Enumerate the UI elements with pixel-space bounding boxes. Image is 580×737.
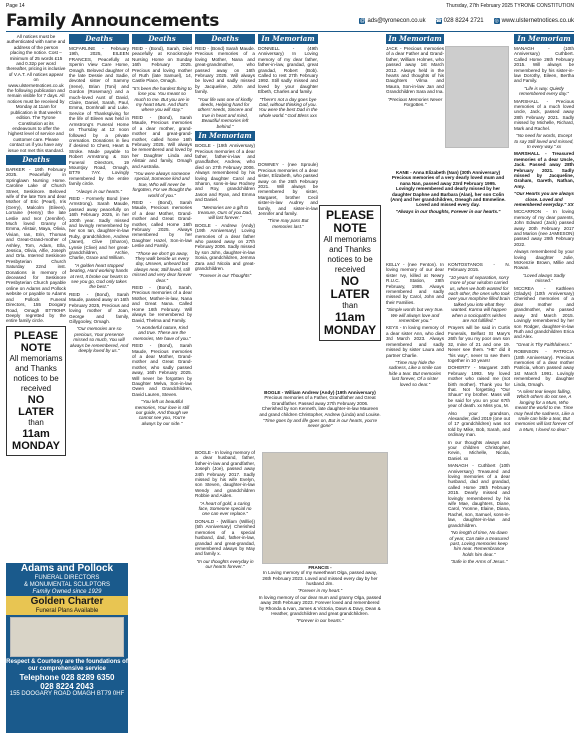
ad-line3: Family Owned since 1929 <box>32 589 102 595</box>
francis-photo <box>262 452 388 564</box>
notice-kane <box>386 170 510 260</box>
column-7 <box>448 262 510 732</box>
notice-jack <box>386 46 444 95</box>
notice-text: BARKER - 19th February 2025. Peacefully in Springlawn Nursing Home. Caroline Lake of Church Street, Seskinore. Beloved wife of the late Tom and dear Mother of Eric (Pearl), Iris (Gerry), Malcolm (Eileen), Lorraine (Henry) the late Leslie and Ivor (Jennifer). Much loved Granny of Emma, Alistair, Maya, Olivia, Vivian, Ian, Erin, Thomas and Great-Grand-mother of Ashley, Tom, Adam, Ella, Jessica, Olivia, Alfie, Joseph and Orla. Interred Seskinore Presbyterian Church Saturday 22nd inst. Donations in memory of deceased for Seskinore Presbyterian Church payable online on Adams and Pollock website or payable to Adams and Pollock Funeral Directors, 155 Doogary Road, Omagh BT790HP. Deeply regretted by the entire family circle. <box>6 166 66 324</box>
phone-icon: ☎ <box>435 18 442 24</box>
verse: "Time goes by and life goes on, But in our hearts, you're never gone" <box>262 418 378 429</box>
notice-text: Loved and missed every day. <box>416 202 480 208</box>
section-header <box>6 11 574 32</box>
rule-text: All memoriams and Thanks notices to be received <box>323 235 377 274</box>
notice-text: REID - (Bond), Sarah Maude, Precious memories of a dear mother, grand-mother and great-grand-mother, called home 16th February 2025. Will always be remembered and loved by her Daughter Linda and Alistair and family, Omagh and Australia. <box>132 114 192 169</box>
notice-text: REID - (Bond), Sarah Maude, Precious memories of a dear Mother, Grand-mother and Great Grand-mother, who sadly passed away, 16th February 2025. Will never be forgotten by Daughter Melva, Son-in-law Owen and Grandchildren, David Lauren, Steven. <box>132 343 192 397</box>
deaths-band: Deaths <box>69 34 129 44</box>
ad-line1: FUNERAL DIRECTORS <box>34 575 100 581</box>
verse: "Forever in our Thoughts" <box>198 273 252 279</box>
notice-barker <box>6 167 66 324</box>
notice-text: In Loving memory of my sweetheart Olga, passed away, 26th February 2023. Loved and missed every day by her husband Jim. <box>262 570 378 587</box>
verse: "A wonderful nature, Kind and true. These are the memories, We have of you." <box>133 324 191 341</box>
notice-reid <box>132 115 192 169</box>
mail-icon: @ <box>359 18 365 24</box>
notice-bogle-wide <box>258 390 382 450</box>
notice-text: MCFARLINE - February 19th, 2025, EILEEN FRANCES, Peacefully at Sperrin View Care Home, Omagh. Beloved daughter of the late Dessie and Sadie, devoted sister of Sammy (Irene), Brian (Toni) and Gordon (Rosemary) and a much-loved Aunt of David, Claire, Daniel, Sarah, Paul, Emma, Domhnall and Luke. Service of Thanksgiving for the life of Eileen was held in Armstrong's Funeral Home on Thursday at 12 noon followed by a private cremation. Donations in lieu if desired to Chest, Heart & Stroke. Made payable to Robert Armstrong & Son Funeral Directors, 19 Mountjoy Road, Omagh, BT79 7AY. Lovingly remembered by the entire family circle. <box>69 46 129 187</box>
column-5 <box>258 34 318 384</box>
ad-line2: & MONUMENTAL SCULPTORS <box>24 582 110 588</box>
notice-text: Precious memories of a Father, Grandfather and Great Grandfather. Passed away 27th February 2006. <box>264 395 376 406</box>
verse: "Always in our thoughts, Forever in our hearts." <box>395 208 501 214</box>
notice-text: In loving memory of our dear mum and granny Olga, passed away 26th February 2023. Forever loved and remembered by Rhonda & Ivan, James & Victoria, Dawn & Davy, Dean & Heather, grandchildren and great grandchildren. <box>258 595 382 617</box>
notice-text: Always remembered by your loving daughter Julie, McKenzie Brown, Millie and Rowan. <box>514 249 574 271</box>
terms-notice <box>6 34 66 153</box>
please-text: PLEASE <box>13 329 58 342</box>
verse: "A heart of gold, a caring face, Someone special no one can ever replace." <box>198 500 252 517</box>
verse: "Simple words but very true. We will always love and remember you." <box>386 307 444 324</box>
ad-name: Adams and Pollock <box>20 563 114 574</box>
notice-text: REID - (Bond), Sarah, Precious memories of a dear Mother, Mother-in-law, Nana and Great Nana. Called Home 16th February. Will always be remembered by David, Thelma and Family. <box>132 285 192 323</box>
verse: "In our thoughts everyday in our hearts forever." <box>196 558 254 570</box>
adams-pollock-ad[interactable] <box>6 563 128 733</box>
terms-text: All notices must be authenticated with name and address of the person placing the notice. Cost – minimum of 25 words £15 and 0.32p per word thereafter, pricing is inclusive of V.A.T. All notices appear on www.ulsternetnotices.co.uk the following publication and remain visible for 7 days. All notices must be received by Monday at 11am for publication in that week's edition. The Tyrone Constitution at its endeavours to offer the highest level of service and customer care. Please contact us if you have any issue not met this standard. <box>6 34 66 153</box>
jack-photo <box>445 46 509 148</box>
notice-text: Prayers will be said in Curtis Funerals, Belfast St Mary's 26th for you my poor own son 32, mine of 21 and one 19. Never see them. "HE" did it "his way", never to see them together in 10 years! <box>448 325 510 363</box>
notice-text: KEYS - In loving memory of a dear sister Ann, who died 3rd March 2023. Always remembered and sadly missed by sister Laura and partner Charlie. <box>386 325 444 358</box>
notice-text-block <box>448 440 510 462</box>
top-bar <box>6 2 574 10</box>
in-memoriam-band: In Memoriam <box>195 131 255 141</box>
deaths-band: Deaths <box>6 155 66 165</box>
notice-marshall <box>514 99 574 131</box>
notice-mccarron <box>514 209 574 247</box>
notice-text: MCCREA - Kathleen (Gladys) (10th Anniversary) Cherished memories of a dear mother and grandmother, who passed away 3rd March 2015. Lovingly remembered by her son Rodger, daughter-in-law Ruth and grandchildren Erica and Alex. <box>514 285 574 340</box>
verse: "Safe in the Arms of Jesus." <box>450 559 508 565</box>
deadline-text: 11am MONDAY <box>323 310 377 337</box>
notice-bogle <box>195 223 255 272</box>
verse: "Your life was one of kindly deeds, Helping hand for others' needs, Sincere and true in heart and mind, Beautiful memories left behind." <box>197 96 253 129</box>
notice-text: JACK - Precious memories of a dear Father and Grand-father, William Holmes, who passed away 1st March 2012. Always held in the hearts and thoughts of his Daughters Vilma and Maura, Son-in-law Jan and Grandchildren Sara and Ina. <box>386 46 444 95</box>
notice-text: MANAGH - (10th Anniversary) Cuthbert. Called Home 26th February 2015. Will always be remembered by his sister-in-law Dorothy, Eileen, Bertha and Family. <box>514 46 574 84</box>
column-6-lower <box>386 262 444 462</box>
notice-text: Also your grandson, Alexander, died 2019 (one out of 17 grandchildren) was not told by Mike, Bob, Sarah, and ordinary man. <box>448 410 510 438</box>
please-note-box-centre <box>319 205 381 341</box>
notice-reid <box>69 292 129 324</box>
column-3 <box>132 34 192 734</box>
notice-text: MARSHALL - Precious memories of a much loved uncle, Jack, passed away 28th February 2021. Sadly missed by Michelle, Richard, Mark and Rachel. <box>514 98 574 131</box>
notice-text: MCCARRON - In loving memory of my dear parents, John Edward (Jack) passed away 20th February 2017 and Marion (nee JAMIESON) passed away 29th February 2022. <box>514 209 574 247</box>
column-6 <box>386 34 444 184</box>
verse: "A golden heart stopped beating, Hard working hands at rest, It broke our hearts to see you go, God only takes the best." <box>69 262 129 290</box>
ad-plans: Funeral Plans Available <box>6 608 128 615</box>
notice-text: REID - (Bond), Sarah, Died peacefully at Knockmoyle Nursing Home on Sunday 16th February 2025. Precious and loving mother of Ruth (late Samuel), 14, Castle Place, Omagh. <box>132 46 192 84</box>
page-title: Family Announcements <box>6 11 219 31</box>
notice-text-block <box>448 411 510 438</box>
notice-mcfarline <box>69 46 129 187</box>
no-later-text: NO LATER <box>330 274 370 301</box>
verse: "You were always someone special, Someone kind and true, Who will never be forgotten, For we thought the world of you." <box>132 170 192 198</box>
notice-heading: FRANCIS - <box>308 565 332 570</box>
notice-kontostanos <box>448 262 510 273</box>
notice-text-block <box>448 325 510 363</box>
in-memoriam-band: In Memoriam <box>514 34 574 44</box>
verse: "There's not a day goes bye Dad, without thinking of you. You were the best Dad in the whole world." God Bless xxx <box>258 96 318 118</box>
page-number: Page 14 <box>6 3 25 9</box>
verse: "Loved always Sadly missed." <box>522 272 566 284</box>
than-text: than <box>28 417 44 427</box>
deaths-band: Deaths <box>195 34 255 44</box>
notice-mccrea <box>514 286 574 340</box>
in-memoriam-band: In Memoriam <box>258 34 318 44</box>
column-4-lower <box>195 450 255 720</box>
column-2 <box>69 34 129 559</box>
notice-text: In our thoughts always and your children Christopher, Kevin, Michelle, Nicola, Daniel. xx <box>448 439 510 461</box>
notice-text: DOWNEY - (nee Sproule) Precious memories of a dear sister, Elizabeth, who passed away on the 26th February 2021. Will always be remembered by sister, Margaret, brother Cecil sister-in-law Audrey and family, and sister-in-law Jennifer and family. <box>258 162 318 216</box>
issue-line: Thursday, 27th February 2025 TYRONE CONSTITUTION <box>446 3 574 9</box>
notice-kelly <box>386 262 444 305</box>
notice-text: REID - (Bond), Sarah Maude, passed away on 16th February 2025, Precious and loving mother of Joan, George and family, Gillygooley, Omagh. <box>69 291 129 324</box>
notice-text: Lovingly remembered and dearly missed by her daughter Daphne and Barbara (Alan), her son Colin (Ann) and her grandchildren, Oneagh and Emmeline. <box>390 186 506 203</box>
notice-bogle <box>195 450 255 499</box>
verse: "Memories are a gift to treasure, Ours of you Dad, will last forever." <box>197 204 253 221</box>
notice-text: MARSHALL - Treasured memories of a dear Uncle, Jack. Passed away 28th February 2021. Sadly missed by Jacqueline, Graham, Gareth, Nathan, Amy. <box>514 151 574 189</box>
phone-contact[interactable] <box>436 18 484 24</box>
notice-text: KONTOSTANOS - N. February 2015. <box>448 262 510 273</box>
email-contact[interactable] <box>359 18 425 24</box>
no-later-text: NO LATER <box>18 393 54 418</box>
notice-reid <box>195 46 255 95</box>
deaths-band: Deaths <box>132 34 192 44</box>
in-memoriam-band: In Memoriam <box>386 34 444 44</box>
verse: "You left us beautiful memories, Your love is still our guide, And though we cannot see you, You're always by our side." <box>134 399 190 426</box>
notice-donald <box>195 519 255 557</box>
verse: "Our memories are so precious, Your presence missed so much, You will always be remembered, And deeply loved by us." <box>69 326 129 353</box>
column-4 <box>195 34 255 449</box>
notice-text: REID - (Bond) Sarah Maude. Precious memories of a loving Mother, Nana and great-grandmother, who passed away on 16th February 2025. Will always be loved and sadly missed by Jacqueline, John and family. <box>195 46 255 95</box>
notice-doherty <box>448 365 510 408</box>
notice-reid <box>69 196 129 261</box>
verse: "Time may pass But memories last." <box>267 218 309 229</box>
notice-robinson <box>514 349 574 387</box>
contact-strip <box>359 18 574 24</box>
notice-text-block <box>514 249 574 271</box>
please-note-box <box>6 326 66 456</box>
verse: "Forever in our hearts." <box>296 617 344 623</box>
notice-text: MANAGH - Cuthbert (10th Anniversary) Treasured and loving memories of a dear husband, dad and grandad, called Home 26th February 2015. Dearly missed and lovingly remembered by his wife Mae, daughters, Diane, Carol, Yvonne, Elaine, Diana, Rachel, son, Samuel, sons-in-law, daughter-in-law and grandchildren. <box>448 463 510 528</box>
ad-tel: Telephone 028 8289 6350 <box>19 673 115 682</box>
notice-text: REID - Formerly Bond (nee Armstrong). Sarah Maude, passed away peacefully on 16th February 2025, in her 100th year. Sadly missed and lovingly remembered by her son Ian, daughter-in-law Ruby, grandchildren, Andrew (Janet), Clive (Sharon), Lynsie (Clive) and her great-grandchildren, Archie, Charlie, Grace and William. <box>69 195 129 261</box>
notice-managh <box>514 46 574 84</box>
verse: "Time may hide the sadness, Like a smile can hide a tear. But memories last forever, Of a sister loved so dear." <box>388 359 442 387</box>
notice-reid <box>132 200 192 249</box>
notice-text: BOGLE - Andrew (Andy) (19th Anniversary) Loving memories of a dear father who passed away on 27th February 2006. Sadly missed by son John, daughter-in-law Sonia, grandchildren, Jemma Zara and Nicola and great-grandchildren. <box>195 222 255 272</box>
notice-text: KELLY - (nee Fenton). In loving memory of our dear sister Ivy, killed at Newry R.U.C. Station, 28th February, 1985. Always remembered and sadly missed by Carol, John and their Families. <box>386 262 444 305</box>
notice-reid <box>132 46 192 84</box>
notice-managh <box>448 463 510 528</box>
verse: "Our Hearts you are always close. Loved and remembered everyday." XX <box>514 191 574 207</box>
verse: "10 years of separation, sorry more of your wisdom carried us, when we both wanted for each other, the ones who took over your morphine filled brain talked you into what they wanted. Karma will happen when a sociopath's wishes are not fulfilled." <box>448 274 510 324</box>
email-text: ads@tyronecon.co.uk <box>367 18 426 24</box>
verse: "It's been the hardest thing to lose you. You meant so much to me. But you are in my heart Mum. And that's where you will stay." <box>132 85 192 113</box>
rule-text: All memoriams and Thanks notices to be received <box>9 353 63 393</box>
notice-text: DONALD - (William (Willie)) (5th Anniversary) Cherished memories of a special husband, dad, father-in-law, grandad and great-grandad, remembered always by May and family x. <box>195 518 255 557</box>
please-text: PLEASE <box>325 208 374 222</box>
notice-text: DONNELL - (49th Anniversary) In Loving memory of my dear father, father-in-law, grandad, great grandad, Robert (Bob). Called to rest 27th February 1992. Still sadly missed and loved by your daughter Elbeth, Charles and family. <box>258 46 318 95</box>
notice-text: BOGLE - In loving memory of a dear husband, father, father-in-law and grandfather, Joseph (Joe), passed away 24th February 2017. Sadly missed by his wife Evelyn, son Steven, daughter-in-law Wendy and grandchildren Robbie and Aiden. <box>195 450 255 499</box>
verse: "No length of time, No dawn of year, Can take a treasured past, Loving memories keep him near. Remembrance holds him dear." <box>449 530 509 557</box>
than-text: than <box>342 301 358 310</box>
notice-text: DOHERTY - Margaret 24th February 1993. My loved mother who raised me (not birth mother). Thank you for that. Not forgetting "Our Shaun" my brother. Mass will be said for you on your 67th year of death. xx Miss you, M. <box>448 365 510 409</box>
hearse-image <box>10 617 124 657</box>
verse: "Great is Thy Faithfulness." <box>516 341 572 347</box>
note-text: NOTE <box>20 341 52 354</box>
notice-text: Precious memories of a very dearly loved mum and nana Nan, passed away 23rd February 1995. <box>391 175 505 186</box>
globe-icon: ◎ <box>494 18 499 24</box>
ad-golden-charter: Golden Charter <box>6 596 128 608</box>
notice-donnell <box>258 46 318 95</box>
notice-text: ROBINSON - PATRICIA (18th Anniversary). Precious memories of a dear mother Patricia, whom passed away 1st March 1991. Lovingly remembered by daughter Linda, Omagh. <box>514 349 574 387</box>
note-text: NOTE <box>333 221 367 235</box>
notice-marshall <box>514 151 574 189</box>
phone-text: 028 8224 2721 <box>443 18 484 24</box>
notice-downey <box>258 162 318 216</box>
verse: "A silent tear keeps falling, Which others do not see, A longing for a Mum, Who meant the world to me. Time may heal the sadness, Like a smile can hide a tear, But memories will last forever Of a Mum, I loved so dear." <box>514 388 574 432</box>
notice-text: BOGLE - (19th Anniversary) Precious memories of a dear father, father-in-law and grandfather, Andrew, who died on 27th February 2006. Always remembered by his loving daughter Carol and Sharon, sons-in-law Rodney and Roy, grandchildren Jason and Ryan, and Emma and Daniel. <box>195 143 255 203</box>
notice-reid <box>132 343 192 397</box>
notice-text: Cherished by son Kenneth, late daughter-in-law Maureen and grand children Christopher, Andrew (Linda) and Louise. <box>259 406 381 417</box>
verse: "Forever in my heart." <box>297 587 343 593</box>
web-contact[interactable] <box>494 18 574 24</box>
notice-reid <box>132 285 192 323</box>
ad-tel2: 028 8224 2043 <box>40 682 94 691</box>
notice-heading: BOGLE - William Andrew (Andy) (19th Anniversary) <box>264 390 376 395</box>
verse: "Always in our hearts." <box>76 188 122 194</box>
web-text: www.ulsternetnotices.co.uk <box>501 18 574 24</box>
ad-address: 155 DOOGARY ROAD OMAGH BT79 0HF <box>9 691 125 697</box>
notice-francis <box>258 565 382 725</box>
notice-text: REID - (Bond), Sarah Maude, Precious memories of a dear Mother, Grand-mother and Great Grand-mother, called Home 16th February 2025. Always remembered by her Daughter Hazel, Son-in-law Leslie and Family. <box>132 199 192 249</box>
verse: "Those we don't go away, They walk beside us every day, Unseen, unheard but always near, Still loved, still missed and very dear forever dear." <box>132 250 192 283</box>
verse: "Precious Memories Never Forgotten." <box>387 96 443 108</box>
ad-respect: Respect & Courtesy are the foundations of our comprehensive service <box>6 659 128 672</box>
deadline-text: 11am MONDAY <box>12 427 60 452</box>
notice-bogle <box>195 143 255 202</box>
notice-heading: KANE - Anna Elizabeth (Nan) (30th Anniversary) <box>395 170 501 175</box>
notice-keys <box>386 325 444 357</box>
column-8 <box>514 34 574 734</box>
verse: "Life is way. Quietly remembered every day." <box>519 85 569 97</box>
verse: "No need for words, Except to say Still loved and missed, In every way." xx <box>514 133 574 149</box>
